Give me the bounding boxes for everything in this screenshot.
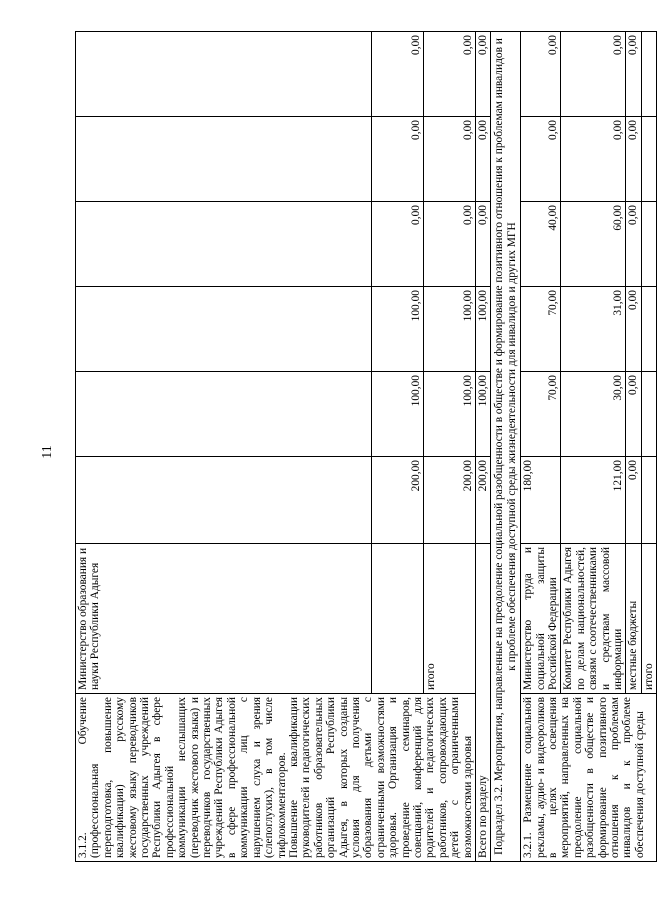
value-cell <box>76 117 372 202</box>
value-cell <box>76 372 372 457</box>
value-cell <box>641 117 656 202</box>
total-row <box>476 32 491 862</box>
value-cell: 100,00 <box>372 372 424 457</box>
row-label: местные бюджеты <box>626 544 641 694</box>
row-label: Министерство труда и социальной защиты Российской Федерации <box>521 544 561 694</box>
measure-code: 3.1.2. <box>77 832 89 858</box>
value-cell: 100,00 <box>424 372 476 457</box>
value-cell <box>76 287 372 372</box>
value-cell: 0,00 <box>372 202 424 287</box>
row-label <box>372 544 424 694</box>
value-cell <box>641 202 656 287</box>
value-cell: 100,00 <box>476 287 491 372</box>
value-cell <box>76 32 372 117</box>
value-cell <box>76 457 372 544</box>
value-cell: 40,00 <box>521 202 561 287</box>
value-cell: 0,00 <box>626 32 641 117</box>
row-label: итого <box>424 544 476 694</box>
rotated-table-sheet <box>75 32 655 862</box>
value-cell: 0,00 <box>626 287 641 372</box>
measure-code: 3.2.1. <box>522 832 535 858</box>
value-cell: 0,00 <box>372 32 424 117</box>
value-cell: 100,00 <box>372 287 424 372</box>
value-cell <box>641 287 656 372</box>
value-cell: 70,00 <box>521 287 561 372</box>
value-cell: 0,00 <box>521 117 561 202</box>
executor-cell: Министерство образования и науки Республики Адыгея <box>76 544 372 694</box>
subsection-row <box>491 32 521 862</box>
value-cell: 0,00 <box>561 117 626 202</box>
page-number: 11 <box>40 445 55 459</box>
table-row <box>76 32 372 862</box>
value-cell <box>641 32 656 117</box>
value-cell <box>641 372 656 457</box>
value-cell: 60,00 <box>561 202 626 287</box>
program-table <box>75 31 657 862</box>
value-cell: 0,00 <box>372 117 424 202</box>
value-cell: 70,00 <box>521 372 561 457</box>
value-cell: 100,00 <box>476 372 491 457</box>
total-label: Всего по разделу <box>476 544 491 862</box>
measure-description: Размещение социальной рекламы, аудио- и видеороликов в целях освещения мероприятий, направленных на преодоление социальной разобщенности в обществе и формирование позитивного отношения к проблемам инвалидов и к проблеме обеспечения доступной среды <box>522 697 646 858</box>
value-cell: 200,00 <box>424 457 476 544</box>
measure-cell <box>521 694 657 862</box>
value-cell: 0,00 <box>424 202 476 287</box>
value-cell: 0,00 <box>626 372 641 457</box>
value-cell: 0,00 <box>476 202 491 287</box>
value-cell: 200,00 <box>372 457 424 544</box>
row-label: итого <box>641 544 656 694</box>
value-cell: 180,00 <box>521 457 561 544</box>
measure-cell <box>76 694 476 862</box>
value-cell: 31,00 <box>561 287 626 372</box>
value-cell: 0,00 <box>476 32 491 117</box>
value-cell: 121,00 <box>561 457 626 544</box>
row-label: Комитет Республики Адыгея по делам национальностей, связям с соотечественниками и средствам массовой информации <box>561 544 626 694</box>
value-cell: 0,00 <box>476 117 491 202</box>
value-cell: 0,00 <box>626 457 641 544</box>
value-cell: 30,00 <box>561 372 626 457</box>
value-cell: 0,00 <box>424 32 476 117</box>
value-cell <box>641 457 656 544</box>
subsection-title: Подраздел 3.2. Мероприятия, направленные на преодоление социальной разобщенности в обществе и формирование позитивного отношения к проблемам инвалидов и к проблеме обеспечения доступной среды жизнедеятельности для инвалидов и других МГН <box>491 32 521 862</box>
value-cell: 0,00 <box>561 32 626 117</box>
table-row <box>521 32 561 862</box>
value-cell <box>76 202 372 287</box>
value-cell: 0,00 <box>626 117 641 202</box>
value-cell: 200,00 <box>476 457 491 544</box>
value-cell: 0,00 <box>424 117 476 202</box>
value-cell: 0,00 <box>626 202 641 287</box>
value-cell: 100,00 <box>424 287 476 372</box>
measure-description: Обучение (профессиональная переподготовка, повышение квалификации) русскому жестовому языку переводчиков государственных учреждений Республики Адыгея в сфере профессиональной коммуникации неслышащих (переводчик жестового языка) и переводчиков государственных учреждений Республики Адыгея в сфере профессиональной коммуникации лиц с нарушением слуха и зрения (слепоглухих), в том числе тифлокомментаторов. Повышение квалификации руководителей и педагогических работников образовательных организаций Республики Адыгея, в которых созданы условия для получения образования детьми с ограниченными возможностями здоровья. Организация и проведение семинаров, совещаний, конференций для родителей и педагогических работников, сопровождающих детей с ограниченными возможностями здоровья <box>77 697 474 858</box>
value-cell: 0,00 <box>521 32 561 117</box>
